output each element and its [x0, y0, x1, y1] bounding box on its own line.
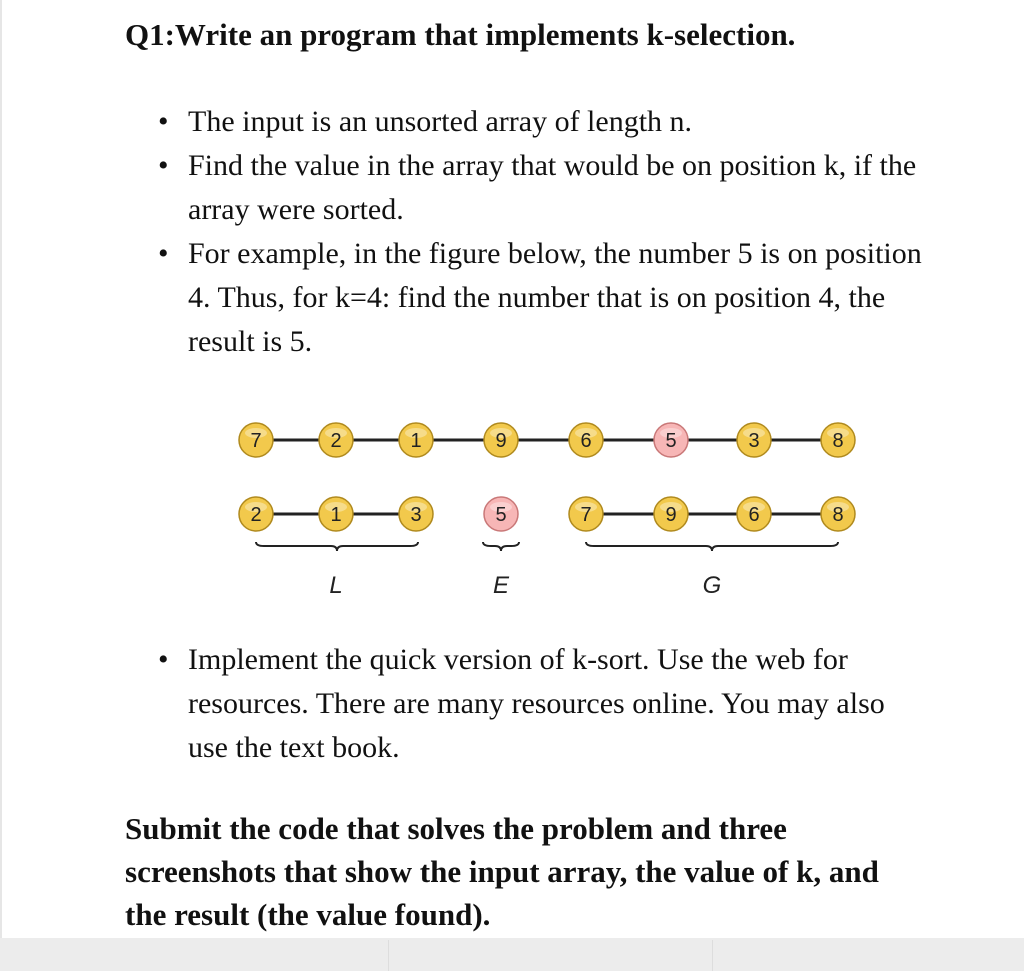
bullet-item-example — [150, 232, 930, 364]
node-value-label: 7 — [580, 504, 592, 526]
node-value-label: 1 — [410, 430, 422, 452]
left-group-label: L — [329, 572, 343, 599]
node-value-label: 8 — [832, 504, 844, 526]
bullet-dot: • — [158, 149, 169, 182]
bullet-item-input — [150, 100, 930, 144]
equal-group-brace — [483, 542, 519, 551]
bullet-item-implement — [150, 638, 930, 770]
bullet-text: For example, in the figure below, the number 5 is on position 4. Thus, for k=4: find the number that is on position 4, the result is 5. — [188, 237, 922, 358]
bullet-text: Implement the quick version of k-sort. Use the web for resources. There are many resources online. You may also use the text book. — [188, 643, 885, 764]
node-value-label: 6 — [580, 430, 592, 452]
node-value-label: 9 — [665, 504, 677, 526]
node-value-label: 5 — [665, 430, 677, 452]
node-value-label: 7 — [250, 430, 262, 452]
bullet-dot: • — [158, 237, 169, 270]
implementation-bullet-list — [150, 638, 930, 770]
greater-group-label: G — [702, 572, 722, 599]
equal-group-label: E — [492, 572, 510, 599]
question-title: Q1:Write an program that implements k-selection. — [125, 17, 796, 52]
node-value-label: 5 — [495, 504, 507, 526]
node-value-label: 6 — [748, 504, 760, 526]
node-value-label: 3 — [410, 504, 422, 526]
partition-figure — [220, 410, 880, 610]
footer-divider — [388, 940, 389, 971]
node-value-label: 8 — [832, 430, 844, 452]
description-bullet-list — [150, 100, 930, 364]
greater-group-brace — [586, 542, 838, 551]
node-value-label: 9 — [495, 430, 507, 452]
submission-instructions: Submit the code that solves the problem and three screenshots that show the input array, the value of k, and the result (the value found). — [125, 811, 879, 932]
left-group-brace — [256, 542, 418, 551]
bullet-text: Find the value in the array that would be on position k, if the array were sorted. — [188, 149, 917, 226]
bullet-dot: • — [158, 643, 169, 676]
node-value-label: 3 — [748, 430, 760, 452]
page-left-border — [0, 0, 2, 940]
bullet-item-find-value — [150, 144, 930, 232]
footer-divider — [712, 940, 713, 971]
bullet-text: The input is an unsorted array of length n. — [188, 105, 693, 138]
node-value-label: 2 — [250, 504, 262, 526]
partition-diagram — [220, 410, 880, 610]
node-value-label: 1 — [330, 504, 342, 526]
node-value-label: 2 — [330, 430, 342, 452]
footer-bar — [0, 938, 1024, 971]
bullet-dot: • — [158, 105, 169, 138]
